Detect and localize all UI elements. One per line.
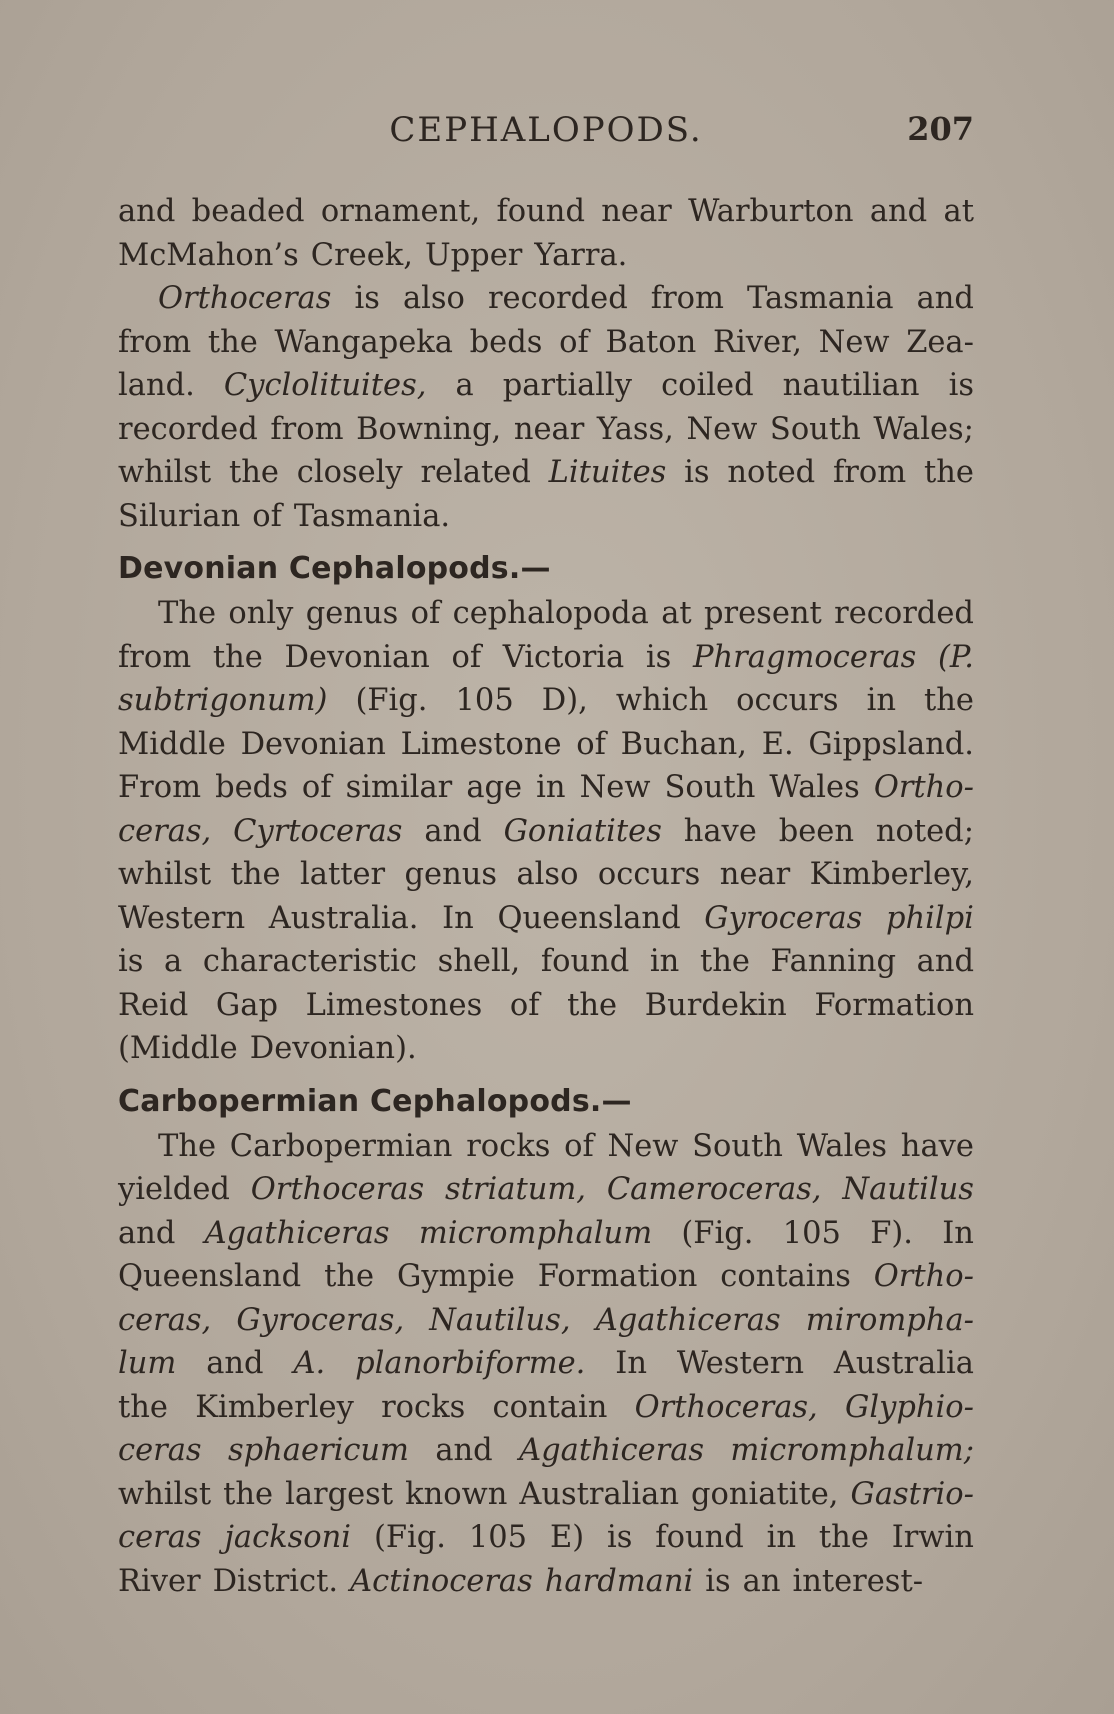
text-line: lum and A. planorbiforme. In Western Australia — [118, 1346, 974, 1381]
text-line: is a characteristic shell, found in the Fanning and — [118, 944, 974, 979]
text-line: From beds of similar age in New South Wales Ortho- — [118, 770, 974, 805]
text-line: ceras, Gyroceras, Nautilus, Agathiceras mirompha- — [118, 1302, 974, 1338]
page-body — [118, 190, 974, 1603]
text-line: Silurian of Tasmania. — [118, 498, 451, 534]
text-line: Western Australia. In Queensland Gyroceras philpi — [118, 900, 974, 936]
text-line: whilst the latter genus also occurs near Kimberley, — [118, 857, 974, 892]
text-line: The only genus of cephalopoda at present recorded — [158, 596, 974, 631]
text-line: Orthoceras is also recorded from Tasmania and — [158, 281, 974, 316]
text-line: The Carbopermian rocks of New South Wales have — [158, 1128, 974, 1164]
text-line: Middle Devonian Limestone of Buchan, E. Gippsland. — [118, 726, 974, 762]
text-line: and beaded ornament, found near Warburton and at — [118, 194, 974, 229]
text-line: whilst the closely related Lituites is noted from the — [118, 455, 974, 490]
section-heading: Carbopermian Cephalopods.— — [118, 1083, 632, 1119]
text-line: subtrigonum) (Fig. 105 D), which occurs in the — [118, 683, 974, 718]
paragraph — [118, 1125, 974, 1604]
text-line: ceras, Cyrtoceras and Goniatites have been noted; — [118, 813, 974, 849]
running-head: CEPHALOPODS. — [389, 110, 703, 150]
text-line: from the Wangapeka beds of Baton River, New Zea- — [118, 324, 974, 360]
text-line: whilst the largest known Australian goniatite, Gastrio- — [118, 1476, 974, 1512]
section-heading: Devonian Cephalopods.— — [118, 551, 551, 586]
text-line: the Kimberley rocks contain Orthoceras, Glyphio- — [118, 1389, 974, 1425]
text-line: McMahon’s Creek, Upper Yarra. — [118, 237, 628, 273]
page-header — [118, 110, 974, 160]
page-number: 207 — [907, 110, 974, 148]
text-line: Reid Gap Limestones of the Burdekin Formation — [118, 987, 974, 1023]
text-line: Queensland the Gympie Formation contains Ortho- — [118, 1259, 974, 1294]
text-line: ceras sphaericum and Agathiceras micromphalum; — [118, 1433, 974, 1468]
text-line: land. Cyclolituites, a partially coiled nautilian is — [118, 368, 974, 403]
text-line: River District. Actinoceras hardmani is an interest- — [118, 1563, 924, 1599]
paragraph — [118, 592, 974, 1071]
text-line: ceras jacksoni (Fig. 105 E) is found in the Irwin — [118, 1520, 974, 1555]
text-line: and Agathiceras micromphalum (Fig. 105 F). In — [118, 1215, 974, 1251]
text-line: (Middle Devonian). — [118, 1031, 417, 1066]
paragraph — [118, 190, 974, 277]
text-line: from the Devonian of Victoria is Phragmoceras (P. — [118, 639, 974, 675]
paragraph — [118, 277, 974, 538]
text-line: recorded from Bowning, near Yass, New South Wales; — [118, 411, 974, 447]
text-line: yielded Orthoceras striatum, Cameroceras, Nautilus — [118, 1172, 974, 1207]
